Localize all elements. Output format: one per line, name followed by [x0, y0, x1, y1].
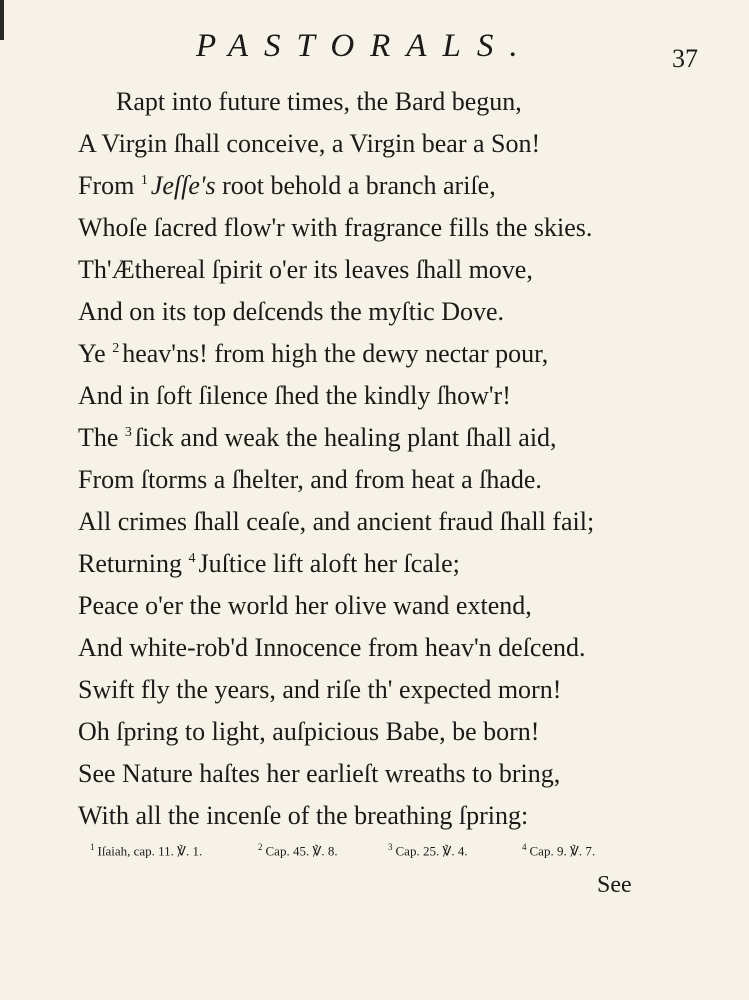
catchword: See: [597, 872, 632, 898]
verse-line: See Nature haſtes her earlieſt wreaths to bring,: [78, 759, 561, 788]
verse-line: Oh ſpring to light, auſpicious Babe, be born!: [78, 717, 540, 746]
page-edge: [0, 0, 4, 40]
page-number: 37: [672, 44, 698, 73]
verse-line: From $^1$ Jeſſe's root behold a branch ariſe,: [78, 171, 496, 200]
verse-line: The $^3$ ſick and weak the healing plant ſhall aid,: [78, 423, 557, 452]
verse-line: With all the incenſe of the breathing ſpring:: [78, 801, 529, 830]
verse-line: And on its top deſcends the myſtic Dove.: [78, 297, 505, 326]
verse-line: And in ſoft ſilence ſhed the kindly ſhow'r!: [78, 381, 511, 410]
verse-line: Peace o'er the world her olive wand extend,: [78, 591, 532, 620]
footnote-marker: 4: [188, 551, 196, 567]
footnote: $^3$ Cap. 25. ℣. 4.: [388, 842, 468, 859]
footnote: $^1$ Iſaiah, cap. 11. ℣. 1.: [90, 842, 203, 859]
verse-line: Swift fly the years, and riſe th' expected morn!: [78, 675, 562, 704]
footnote: $^4$ Cap. 9. ℣. 7.: [522, 842, 596, 859]
footnote-marker: 2: [112, 341, 120, 357]
verse-line: Returning $^4$ Juſtice lift aloft her ſcale;: [78, 549, 460, 578]
verse-line: All crimes ſhall ceaſe, and ancient fraud ſhall fail;: [78, 507, 595, 536]
footnote-marker: 1: [140, 173, 148, 189]
footnote: $^2$ Cap. 45. ℣. 8.: [258, 842, 338, 859]
verse-line: Th'Æthereal ſpirit o'er its leaves ſhall move,: [78, 255, 533, 284]
running-head: PASTORALS.: [196, 28, 534, 64]
verse-line: Rapt into future times, the Bard begun,: [116, 87, 522, 116]
verse-line: Whoſe ſacred flow'r with fragrance fills the skies.: [78, 213, 593, 242]
verse-line: Ye $^2$ heav'ns! from high the dewy nectar pour,: [78, 339, 549, 368]
footnote-marker: 3: [124, 425, 132, 441]
verse-line: From ſtorms a ſhelter, and from heat a ſhade.: [78, 465, 542, 494]
verse-line: And white-rob'd Innocence from heav'n deſcend.: [78, 633, 586, 662]
verse-line: A Virgin ſhall conceive, a Virgin bear a Son!: [78, 129, 541, 158]
